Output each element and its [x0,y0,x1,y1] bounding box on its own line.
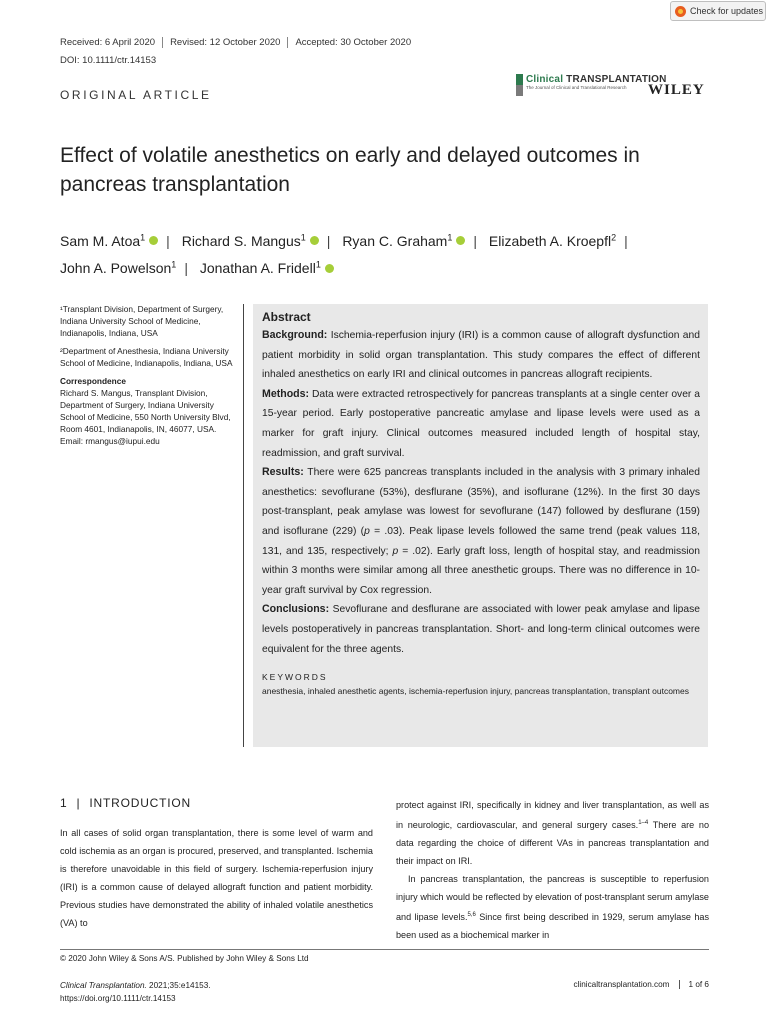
orcid-icon[interactable] [310,236,319,245]
column-divider [243,304,244,747]
body-column-right [396,796,709,944]
article-title: Effect of volatile anesthetics on early and delayed outcomes in pancreas transplantation [60,144,640,196]
citation: Clinical Transplantation. 2021;35:e14153. https://doi.org/10.1111/ctr.14153 [60,980,211,1005]
reference-link[interactable]: 5,6 [467,912,476,919]
author-name[interactable]: Richard S. Mangus$^1$ [182,233,319,249]
orcid-icon[interactable] [456,236,465,245]
author-name[interactable]: Sam M. Atoa$^1$ [60,233,158,249]
check-for-updates-button[interactable] [670,1,766,21]
author-name[interactable]: Jonathan A. Fridell$^1$ [200,260,334,276]
orcid-icon[interactable] [149,236,158,245]
author-name[interactable]: Elizabeth A. Kroepfl$^2$ [488,232,617,249]
correspondence-email[interactable]: Email: rmangus@iupui.edu [60,436,160,446]
abstract-methods: Methods: Data were extracted retrospectively for pancreas transplants at a single center over a 15-year period. Early postoperative pancreatic amylase and lipase levels were used as a marker for graft injury. Clinical outcomes measured included length of hospital stay, readmission, and graft survival. [262,387,700,459]
keywords-list: anesthesia, inhaled anesthetic agents, ischemia-reperfusion injury, pancreas transplantation, transplant outcomes [262,686,689,697]
received-date: Received: 6 April 2020 [60,37,163,48]
abstract-heading: Abstract [262,310,311,324]
orcid-icon[interactable] [325,264,334,273]
affiliation-2: ²Department of Anesthesia, Indiana University School of Medicine, Indianapolis, Indiana, USA [60,346,233,368]
journal-subtitle: The Journal of Clinical and Translational Research [526,85,627,90]
keywords-heading: KEYWORDS [262,672,328,683]
journal-logo-icon [516,74,523,96]
intro-paragraph-1-cont: protect against IRI, specifically in kidney and liver transplantation, as well as in neurologic, cardiovascular, and general surgery cases.$^{1-4}$ There are no data regarding the choice of different VAs in pancreas transplantation and their impact on IRI. [396,800,709,867]
intro-paragraph-1: In all cases of solid organ transplantation, there is some level of warm and cold ischemia as an organ is procured, preserved, and transplanted. Ischemia is therefore unavoidable in this field of surgery. Ischemia-reperfusion injury (IRI) is a common cause of delayed allograft function and patient morbidity. Previous studies have demonstrated the ability of inhaled volatile anesthetics (VA) to [60,828,373,928]
footer-divider [60,949,709,950]
page-number: 1 of 6 [679,980,710,989]
article-type: ORIGINAL ARTICLE [60,88,212,102]
affiliations-column [60,303,238,453]
crossmark-icon [675,6,686,17]
author-name[interactable]: John A. Powelson$^1$ [60,259,177,277]
body-column-left [60,824,373,932]
publication-dates [60,37,418,48]
journal-website-link[interactable]: clinicaltransplantation.com [573,980,670,989]
reference-link[interactable]: 1–4 [638,820,649,826]
journal-name: Clinical TRANSPLANTATION [526,74,667,85]
correspondence-heading: Correspondence [60,376,126,386]
doi-link[interactable]: https://doi.org/10.1111/ctr.14153 [60,993,176,1003]
copyright-notice: © 2020 John Wiley & Sons A/S. Published by John Wiley & Sons Ltd [60,954,309,963]
section-heading-introduction: 1 | INTRODUCTION [60,796,191,810]
abstract-box [253,304,708,747]
correspondence-body: Richard S. Mangus, Transplant Division, Department of Surgery, Indiana University School of Medicine, 550 North University Blvd, Room 4601, Indianapolis, IN, 46077, USA. [60,388,231,434]
check-for-updates-label: Check for updates [690,6,764,16]
revised-date: Revised: 12 October 2020 [163,37,288,48]
footer-right [540,980,709,989]
doi-header[interactable]: DOI: 10.1111/ctr.14153 [60,55,157,66]
intro-paragraph-2: In pancreas transplantation, the pancreas is susceptible to reperfusion injury which would be reflected by elevation of post-transplant serum amylase and lipase levels.$^{5,6}$ Since first being described in 1929, serum amylase has been used as a biochemical marker in [396,874,709,941]
affiliation-1: ¹Transplant Division, Department of Surgery, Indiana University School of Medicine, Indianapolis, Indiana, USA [60,304,224,338]
abstract-results: Results: There were 625 pancreas transplants included in the analysis with 3 primary inhaled anesthetics: sevoflurane (53%), desflurane (35%), and isoflurane (12%). In the first 30 days post-transplant, peak amylase was lowest for sevoflurane (147) followed by desflurane (159) and isoflurane (229) (p = .03). Peak lipase levels followed the same trend (peak values 118, 131, and 135, respectively; p = .02). Early graft loss, length of hospital stay, and readmission within 3 months were similar among all three anesthetic groups. There was no difference in 10-year graft survival by Cox regression. [262,466,700,596]
journal-logo [516,74,667,96]
abstract-conclusions: Conclusions: Sevoflurane and desflurane are associated with lower peak amylase and lipase levels postoperatively in pancreas transplantation. Short- and long-term clinical outcomes were equivalent for the three agents. [262,603,700,655]
abstract-background: Background: Ischemia-reperfusion injury (IRI) is a common cause of allograft dysfunction and patient morbidity in solid organ transplantation. This study compares the effect of different inhaled anesthetics on early IRI and clinical outcomes in pancreas allograft recipients. [262,329,700,381]
accepted-date: Accepted: 30 October 2020 [295,37,412,48]
publisher-logo: WILEY [648,82,705,98]
author-name[interactable]: Ryan C. Graham$^1$ [342,233,465,249]
author-list: Sam M. Atoa$^1$ | Richard S. Mangus$^1$ | Ryan C. Graham$^1$ | Elizabeth A. Kroepfl$^2$ | John A. Powelson$^1$ | Jonathan A. Fridell$^1$ [60,232,628,277]
